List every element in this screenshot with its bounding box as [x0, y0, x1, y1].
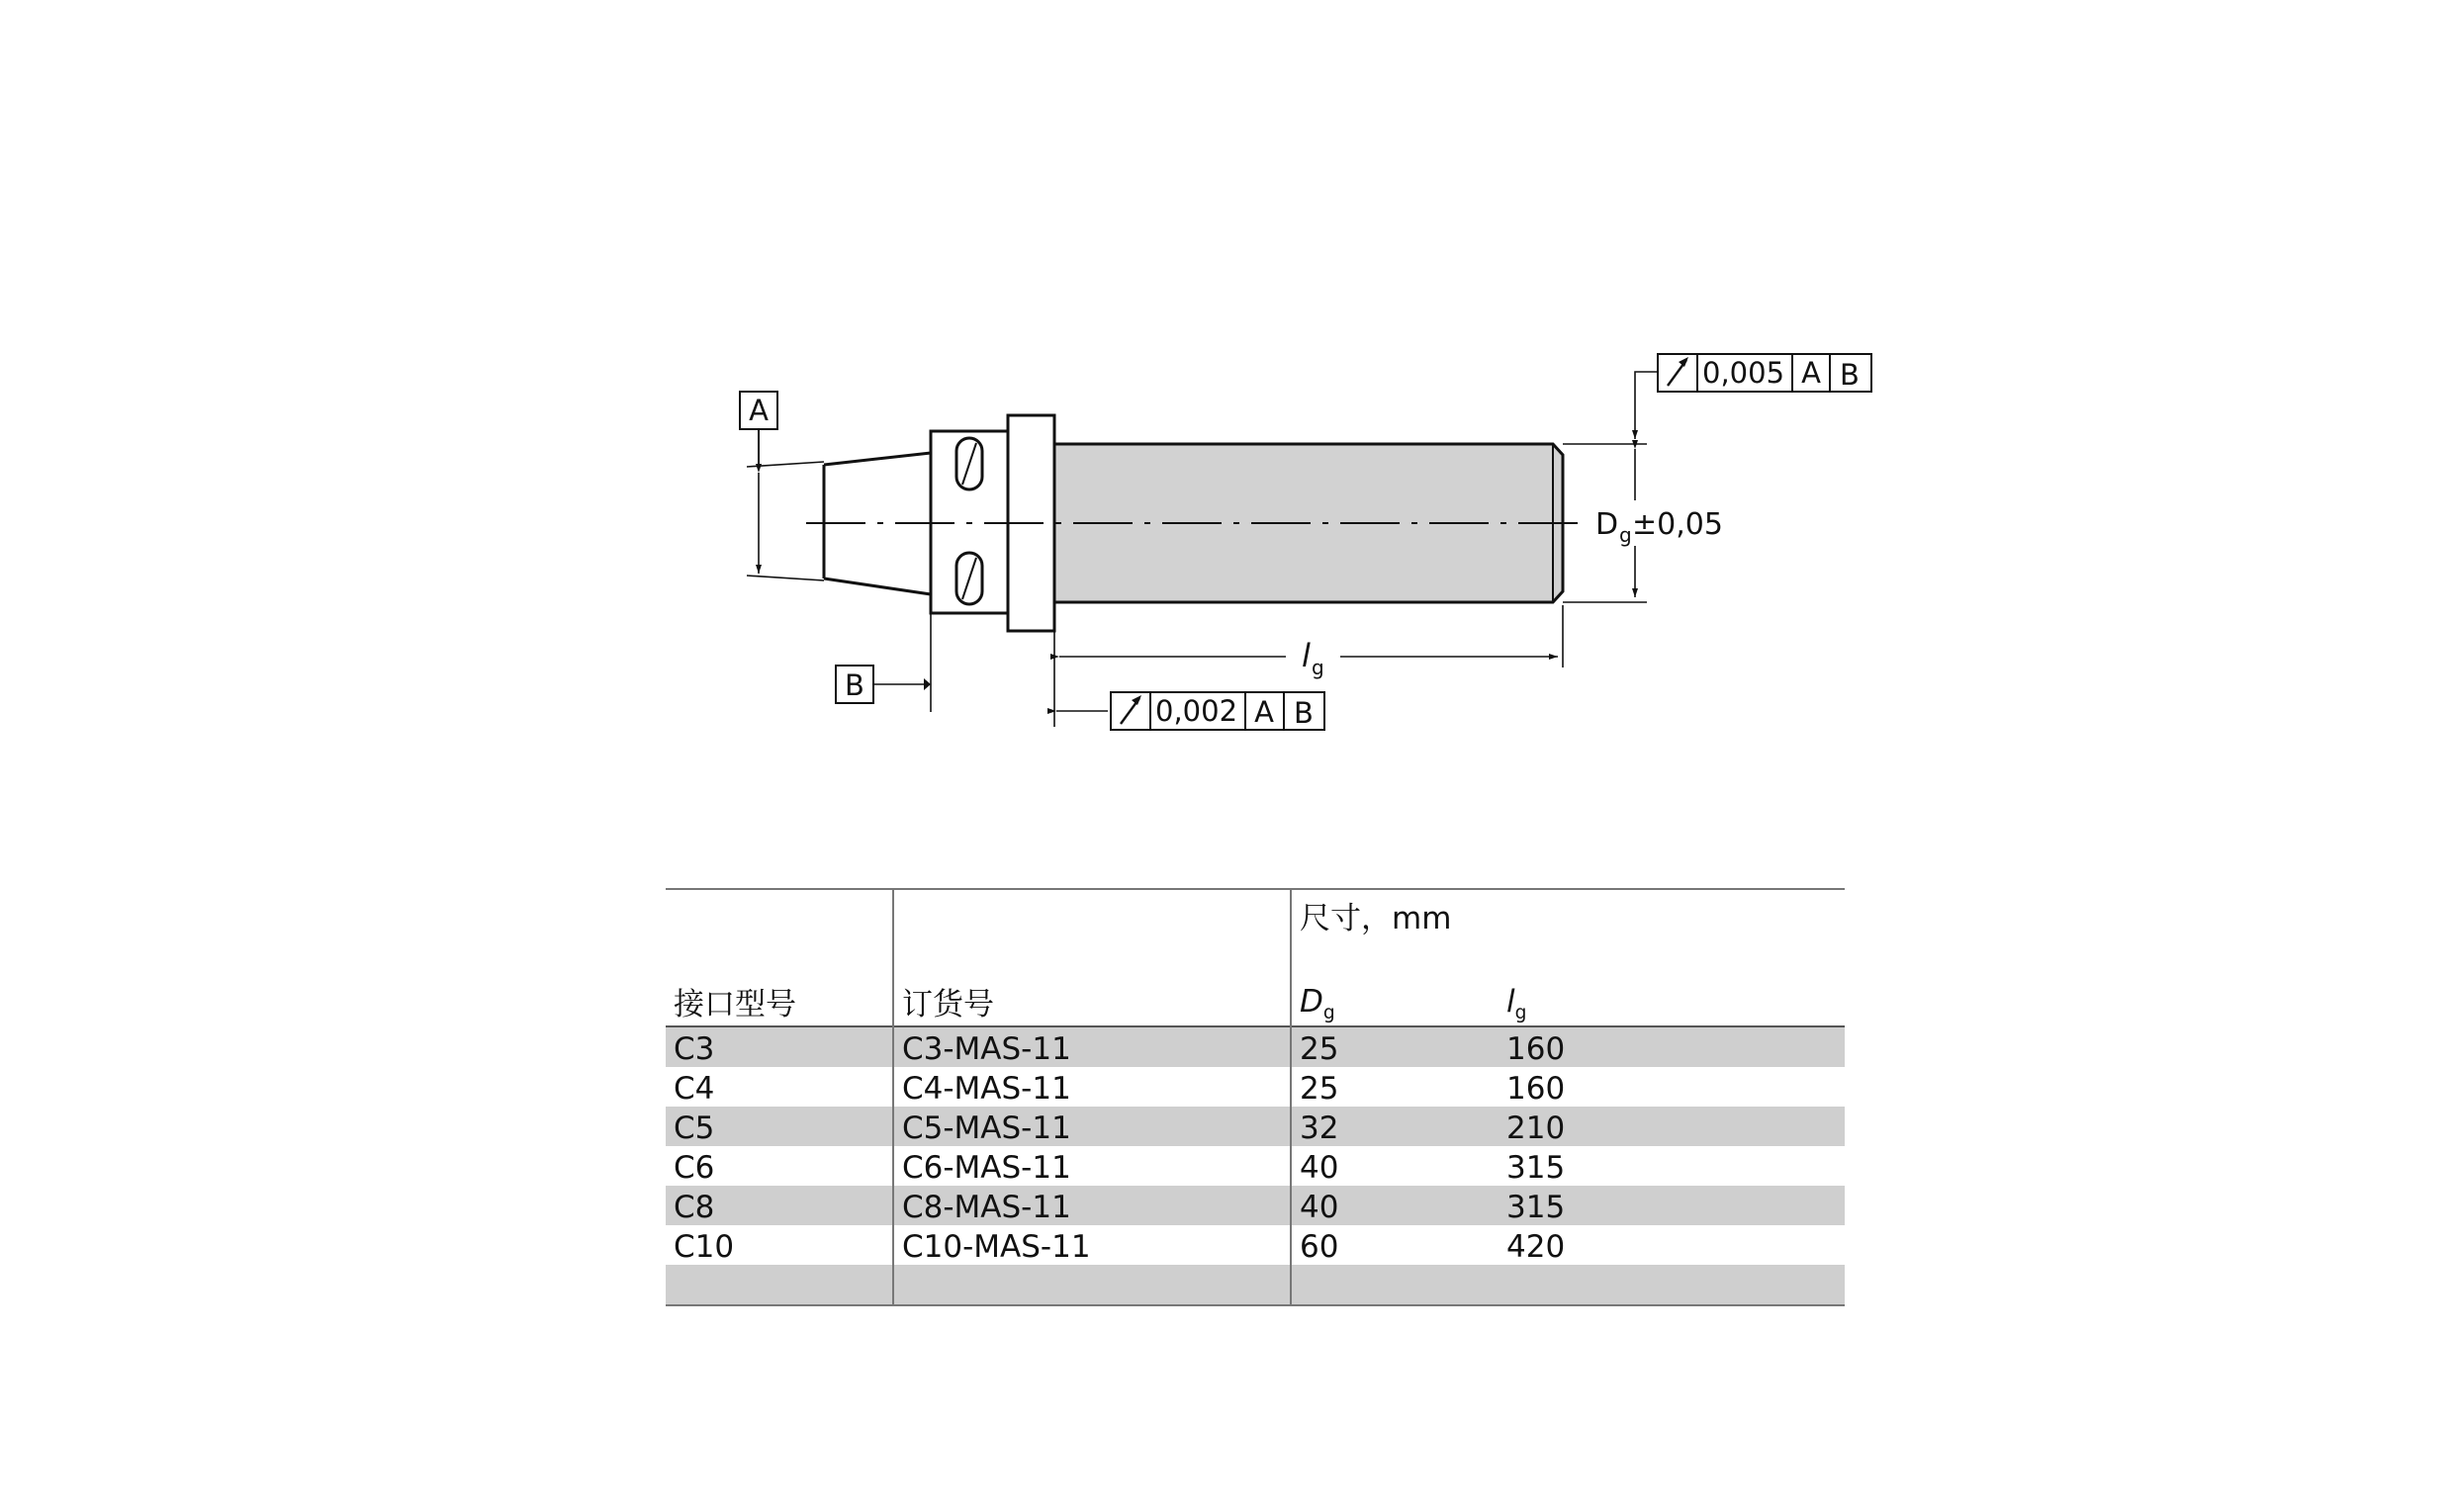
cell-dg: 32 [1300, 1111, 1339, 1146]
cell-interface: C6 [666, 1146, 893, 1186]
svg-text:B: B [1294, 696, 1314, 730]
cell-lg: 315 [1506, 1150, 1566, 1186]
cell-interface: C5 [666, 1107, 893, 1146]
cell-order: C8-MAS-11 [893, 1186, 1291, 1225]
table-header-row [666, 889, 1845, 964]
cell-dg: 40 [1300, 1190, 1339, 1225]
svg-text:D: D [1595, 507, 1619, 542]
dimension-lg [1302, 637, 1324, 679]
cell-interface: C10 [666, 1225, 893, 1265]
table-row [666, 1107, 1845, 1146]
cell-order: C4-MAS-11 [893, 1067, 1291, 1107]
svg-text:0,005: 0,005 [1702, 356, 1785, 390]
datum-a-label [740, 392, 777, 429]
table-row [666, 1225, 1845, 1265]
svg-text:g: g [1619, 523, 1632, 547]
group-header-dimensions: 尺寸，mm [1300, 901, 1452, 936]
cell-order: C5-MAS-11 [893, 1107, 1291, 1146]
svg-text:B: B [1840, 358, 1860, 392]
table-row [666, 1026, 1845, 1067]
cell-lg: 160 [1506, 1031, 1566, 1067]
fcf-runout-top [1658, 354, 1871, 392]
cell-lg: 210 [1506, 1111, 1566, 1146]
dimension-dg [1595, 507, 1723, 547]
svg-text:B: B [845, 668, 864, 702]
table-header-row [666, 964, 1845, 1026]
cell-order: C3-MAS-11 [893, 1026, 1291, 1067]
table-row [666, 1186, 1845, 1225]
cell-interface: C8 [666, 1186, 893, 1225]
col-header-dg: $D_g$ [1300, 983, 1335, 1023]
cell-interface: C4 [666, 1067, 893, 1107]
col-header-order: 订货号 [893, 964, 1291, 1026]
table-row [666, 1067, 1845, 1107]
cell-dg: 25 [1300, 1071, 1339, 1107]
cell-order: C10-MAS-11 [893, 1225, 1291, 1265]
fcf-runout-bottom [1111, 692, 1324, 730]
svg-text:A: A [1801, 356, 1821, 390]
cell-lg: 420 [1506, 1229, 1566, 1265]
col-header-interface: 接口型号 [666, 964, 893, 1026]
cell-lg: 315 [1506, 1190, 1566, 1225]
svg-text:g: g [1312, 656, 1324, 679]
cell-interface: C3 [666, 1026, 893, 1067]
cell-lg: 160 [1506, 1071, 1566, 1107]
cell-dg: 25 [1300, 1031, 1339, 1067]
svg-text:A: A [1254, 695, 1274, 729]
table-row [666, 1146, 1845, 1186]
cell-dg: 60 [1300, 1229, 1339, 1265]
table-row-empty [666, 1265, 1845, 1305]
spec-table [666, 888, 1845, 1306]
cell-dg: 40 [1300, 1150, 1339, 1186]
svg-text:±0,05: ±0,05 [1632, 507, 1723, 542]
datum-b-label [836, 666, 873, 703]
svg-text:l: l [1302, 637, 1311, 674]
svg-text:0,002: 0,002 [1155, 694, 1238, 728]
col-header-lg: $l_g$ [1506, 983, 1527, 1023]
cell-order: C6-MAS-11 [893, 1146, 1291, 1186]
svg-text:A: A [749, 394, 769, 427]
